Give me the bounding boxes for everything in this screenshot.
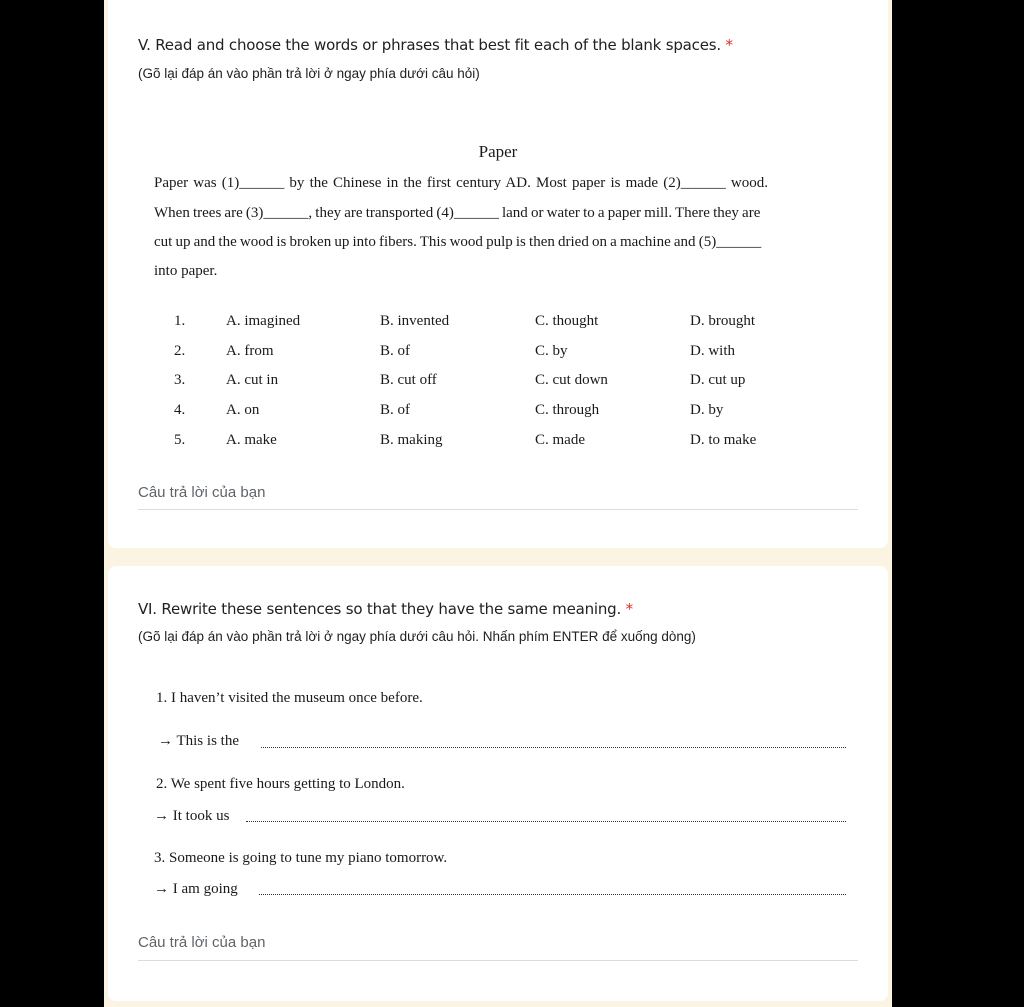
option-b: B. of — [380, 343, 410, 359]
question-title: VI. Rewrite these sentences so that they have the same meaning. * — [138, 600, 633, 618]
option-d: D. cut up — [690, 372, 746, 388]
option-a: A. on — [226, 402, 260, 418]
required-asterisk: * — [625, 600, 633, 618]
question-hint: (Gõ lại đáp án vào phần trả lời ở ngay phía dưới câu hỏi. Nhấn phím ENTER để xuống dòng) — [138, 629, 696, 644]
option-d: D. by — [690, 402, 724, 418]
answer-underline — [138, 960, 858, 961]
passage-line: When trees are (3)______, they are transported (4)______ land or water to a paper mill. There they are — [154, 205, 761, 221]
option-b: B. invented — [380, 313, 450, 329]
answer-underline — [138, 509, 858, 510]
option-number: 4. — [174, 402, 186, 418]
question-hint: (Gõ lại đáp án vào phần trả lời ở ngay phía dưới câu hỏi) — [138, 66, 480, 81]
rewrite-sentence: 1. I haven’t visited the museum once before. — [156, 690, 423, 706]
option-d: D. brought — [690, 313, 755, 329]
option-c: C. made — [535, 432, 585, 448]
rewrite-sentence: 2. We spent five hours getting to London. — [156, 776, 405, 792]
answer-input[interactable]: Câu trả lời của bạn — [138, 934, 266, 951]
option-number: 1. — [174, 313, 186, 329]
option-c: C. cut down — [535, 372, 608, 388]
answer-input[interactable]: Câu trả lời của bạn — [138, 484, 266, 501]
option-number: 2. — [174, 343, 186, 359]
question-title: V. Read and choose the words or phrases that best fit each of the blank spaces. * — [138, 36, 733, 54]
option-d: D. to make — [690, 432, 757, 448]
option-a: A. from — [226, 343, 274, 359]
option-b: B. cut off — [380, 372, 437, 388]
dotted-line — [261, 747, 846, 748]
option-d: D. with — [690, 343, 735, 359]
rewrite-prompt: → It took us — [154, 808, 230, 824]
rewrite-prompt: → This is the — [158, 733, 239, 749]
option-number: 3. — [174, 372, 186, 388]
option-b: B. of — [380, 402, 410, 418]
dotted-line — [246, 821, 846, 822]
dotted-line — [259, 894, 846, 895]
passage-line: into paper. — [154, 263, 218, 279]
rewrite-prompt: → I am going — [154, 881, 238, 897]
option-a: A. make — [226, 432, 277, 448]
option-a: A. imagined — [226, 313, 301, 329]
option-a: A. cut in — [226, 372, 279, 388]
option-c: C. through — [535, 402, 600, 418]
question-card-v — [108, 0, 888, 548]
passage-line: Paper was (1)______ by the Chinese in the first century AD. Most paper is made (2)______ wood. — [154, 175, 768, 191]
option-c: C. thought — [535, 313, 599, 329]
rewrite-sentence: 3. Someone is going to tune my piano tomorrow. — [154, 850, 448, 866]
option-c: C. by — [535, 343, 568, 359]
option-number: 5. — [174, 432, 186, 448]
question-card-vi — [108, 566, 888, 1001]
passage-line: cut up and the wood is broken up into fibers. This wood pulp is then dried on a machine and (5)______ — [154, 234, 762, 250]
passage-title: Paper — [478, 142, 518, 161]
option-b: B. making — [380, 432, 443, 448]
required-asterisk: * — [725, 36, 733, 54]
